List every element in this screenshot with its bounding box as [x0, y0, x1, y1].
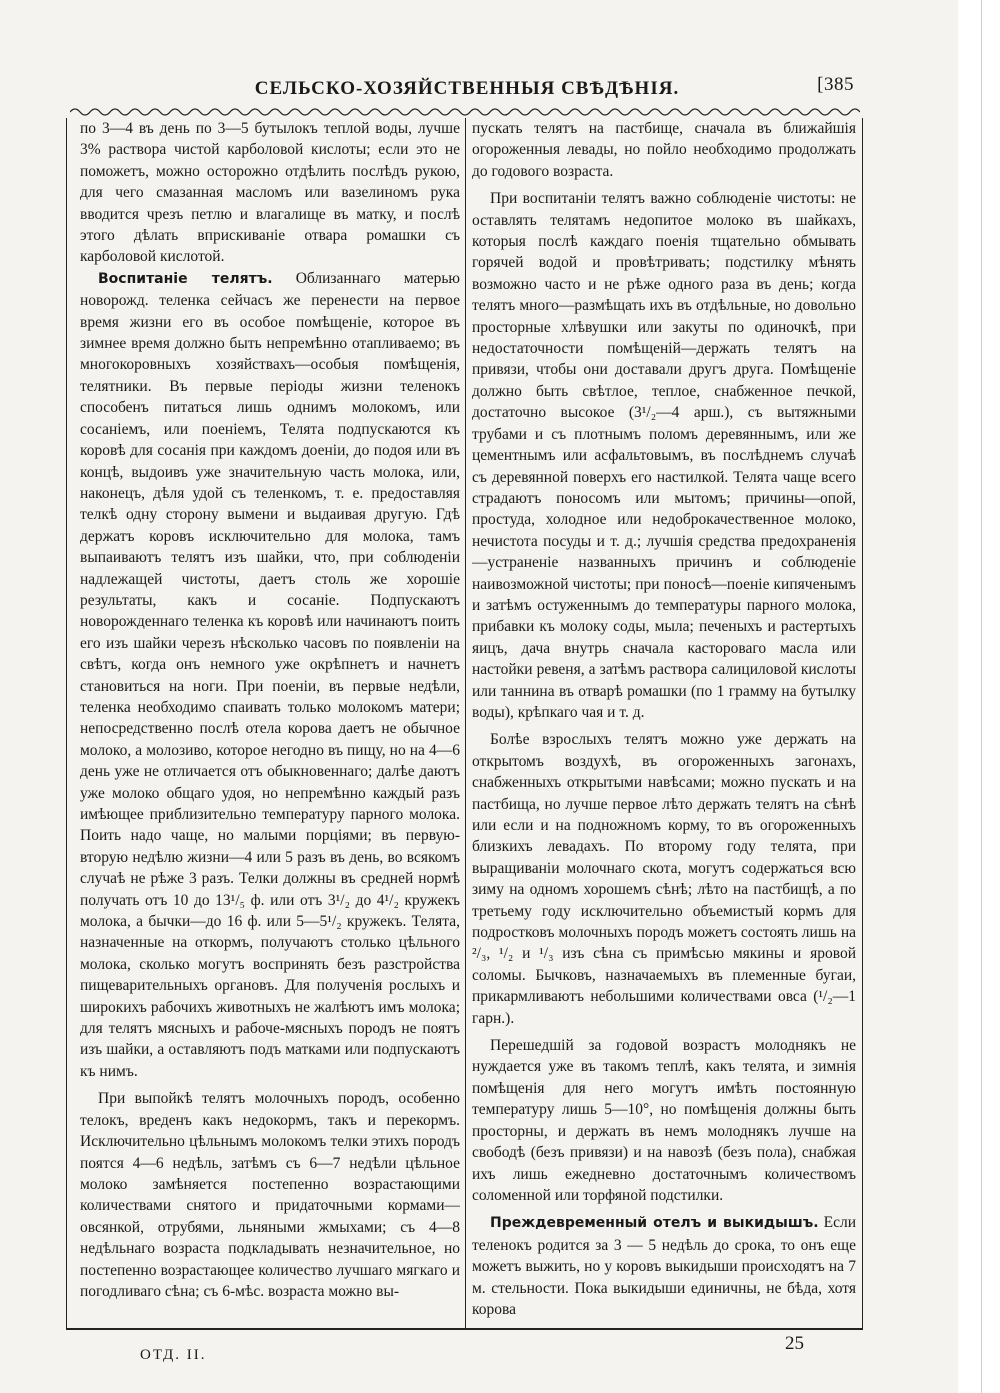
paragraph [472, 1212, 856, 1320]
paragraph: Перешедшій за годовой возрастъ молоднякъ не нуждается уже въ такомъ теплѣ, какъ телята, и зимнія помѣщенія для него могутъ имѣть постоянную температуру лишь 5—10°, но помѣщенія должны быть просторны, и держать въ немъ молоднякъ лучше на свободѣ (безъ привязи) и на навозѣ (безъ пола), снабжая ихъ лишь ежедневно достаточнымъ количествомъ соломенной или торфяной подстилки. [472, 1037, 856, 1204]
paragraph: При воспитаніи телятъ важно соблюденіе чистоты: не оставлять телятамъ недопитое молоко въ шайкахъ, которыя послѣ каждаго поенія тщательно обмывать горячей водой и провѣтривать; подстилку мѣнять возможно часто и не рѣже одного раза въ день; когда телятъ много—размѣщать ихъ въ отдѣльные, но довольно просторные хлѣвушки или закуты по одиночкѣ, при недостаточности помѣщеній—держать телятъ на привязи, чтобы они доставали другъ друга. Помѣщеніе должно быть свѣтлое, теплое, снабженное печкой, достаточно высокое (3¹/₂—4 арш.), съ вытяжными трубами и съ плотнымъ поломъ деревяннымъ, или же цементнымъ или асфальтовымъ, въ послѣднемъ случаѣ съ деревянной поверхъ его настилкой. Телята чаще всего страдаютъ поносомъ или мытомъ; причины—опой, простуда, холодное или недоброкачественное молоко, нечистота посуды и т. д.; лучшія средства предохраненія—устраненіе названныхъ причинъ и соблюденіе наивозможной чистоты; при поносѣ—поеніе кипяченымъ и затѣмъ остуженнымъ до температуры парного молока, прибавки къ молоку соды, мыла; печеныхъ и растертыхъ яицъ, дача внутрь сначала кастороваго масла или настойки ревеня, а затѣмъ раствора салициловой кислоты или таннина въ отварѣ ромашки (по 1 грамму на бутылку воды), крѣпкаго чая и т. д. [472, 190, 856, 721]
section-heading: Преждевременный отелъ и выкидышъ. [490, 1215, 819, 1232]
wavy-rule [70, 106, 860, 118]
paragraph: пускать телятъ на пастбище, сначала въ ближайшія огороженныя левады, но пойло необходимо продолжать до годового возраста. [472, 120, 856, 180]
paragraph: Болѣе взрослыхъ телятъ можно уже держать на открытомъ воздухѣ, въ огороженныхъ загонахъ, снабженныхъ открытыми навѣсами; можно пускать и на пастбища, но лучше первое лѣто держать телятъ на сѣнѣ или если и на подножномъ корму, то въ огороженныхъ близкихъ левадахъ. По второму году телята, при выращиваніи молочнаго скота, могутъ содержаться всю зиму на одномъ хорошемъ сѣнѣ; лѣто на пастбищѣ, а по третьему году исключительно объемистый кормъ для подростковъ молочныхъ породъ можетъ состоять лишь на ²/₃, ¹/₂ и ¹/₃ изъ сѣна съ примѣсью мякины и яровой соломы. Бычковъ, назначаемыхъ въ племенные бугаи, прикармливаютъ небольшими количествами овса (¹/₂—1 гарн.). [472, 731, 856, 1027]
footer-page-number: 25 [785, 1333, 804, 1354]
frame-right-rule [862, 118, 863, 1330]
frame-left-rule [66, 118, 67, 1330]
paragraph-text: Если теленокъ родится за 3 — 5 недѣль до срока, то онъ еще можетъ выжить, но у коровъ выкидыши происходятъ на 7 м. стельности. Пока выкидыши единичны, не бѣда, хотя корова [472, 1214, 856, 1318]
section-heading: Воспитаніе телятъ. [98, 270, 273, 287]
frame-bottom-rule [66, 1328, 863, 1330]
right-column [472, 118, 856, 1323]
page-binding-edge [958, 0, 1000, 1393]
binding-line [981, 0, 982, 1393]
column-divider [465, 118, 466, 1328]
header-page-number: [385 [817, 74, 854, 95]
paragraph-text: Облизаннаго матерью новорожд. теленка сейчасъ же перенести на первое время жизни его въ особое помѣщеніе, которое въ зимнее время должно быть непремѣнно отапливаемо; въ многокоровныхъ хозяйствахъ—особыя помѣщенія, телятники. Въ первые періоды жизни теленокъ способенъ питаться лишь однимъ молокомъ, или сосаніемъ, или поеніемъ, Телята подпускаются къ коровѣ для сосанія при каждомъ доеніи, до подоя или въ концѣ, выдоивъ уже значительную часть молока, или, наконецъ, дѣля удой съ теленкомъ, т. е. предоставляя телкѣ одну сторону вымени и выдаивая другую. Гдѣ держатъ коровъ исключительно для молока, тамъ выпаиваютъ телятъ изъ шайки, что, при соблюденіи надлежащей чистоты, даетъ столь же хорошіе результаты, какъ и сосаніе. Подпускаютъ новорожденнаго теленка къ коровѣ или начинаютъ поить его изъ шайки черезъ нѣсколько часовъ по появленіи на свѣтъ, когда онъ немного уже окрѣпнетъ и начнетъ становиться на ноги. При поеніи, въ первые недѣли, теленка необходимо спаивать только молокомъ матери; непосредственно послѣ отела корова даетъ не обычное молоко, а молозиво, которое негодно въ пищу, но на 4—6 день уже не отличается отъ обыкновеннаго; далѣе даютъ уже молоко общаго удоя, но непремѣнно каждый разъ имѣющее приблизительно температуру парного молока. Поить надо чаще, но малыми порціями; въ первую-вторую недѣлю жизни—4 или 5 разъ въ день, во всякомъ случаѣ не рѣже 3 разъ. Телки должны въ средней нормѣ получать отъ 10 до 13¹/₅ ф. или отъ 3¹/₂ до 4¹/₂ кружекъ молока, а бычки—до 16 ф. или 5—5¹/₂ кружекъ. Телята, назначенные на откормъ, получаютъ столько цѣльного молока, сколько могутъ воспринять безъ разстройства пищеварительныхъ органовъ. Для полученія рослыхъ и широкихъ рабочихъ животныхъ не жалѣютъ имъ молока; для телятъ мясныхъ и рабоче-мясныхъ породъ не поятъ изъ шайки, а оставляютъ подъ матками или подпускаютъ къ нимъ. [80, 269, 460, 1080]
paragraph: по 3—4 въ день по 3—5 бутылокъ теплой воды, лучше 3% раствора чистой карболовой кислоты; если это не поможетъ, можно осторожно отдѣлить послѣдъ рукою, для чего смазанная масломъ или вазелиномъ рука вводится чрезъ петлю и влагалище въ матку, и послѣ этого дѣлать вприскиваніе отвара ромашки съ карболовой кислотой. [80, 120, 460, 266]
footer-section-label: ОТД. II. [140, 1347, 207, 1363]
paragraph [80, 268, 460, 1082]
header-title: СЕЛЬСКО-ХОЗЯЙСТВЕННЫЯ СВѢДѢНІЯ. [254, 78, 680, 99]
left-column [80, 118, 460, 1323]
running-header [70, 72, 864, 110]
paragraph: При выпойкѣ телятъ молочныхъ породъ, особенно телокъ, вреденъ какъ недокормъ, такъ и перекормъ. Исключительно цѣльнымъ молокомъ телки этихъ породъ поятся 4—6 недѣль, затѣмъ съ 6—7 недѣли цѣльное молоко замѣняется постепенно возрастающими количествами снятого и придаточными кормами—овсянкой, отрубями, льняными жмыхами; съ 4—8 недѣльнаго возраста подкладывать незначительное, но постепенно возрастающее количество лучшаго мягкаго и погодливаго сѣна; съ 6-мѣс. возраста можно вы- [80, 1090, 460, 1300]
